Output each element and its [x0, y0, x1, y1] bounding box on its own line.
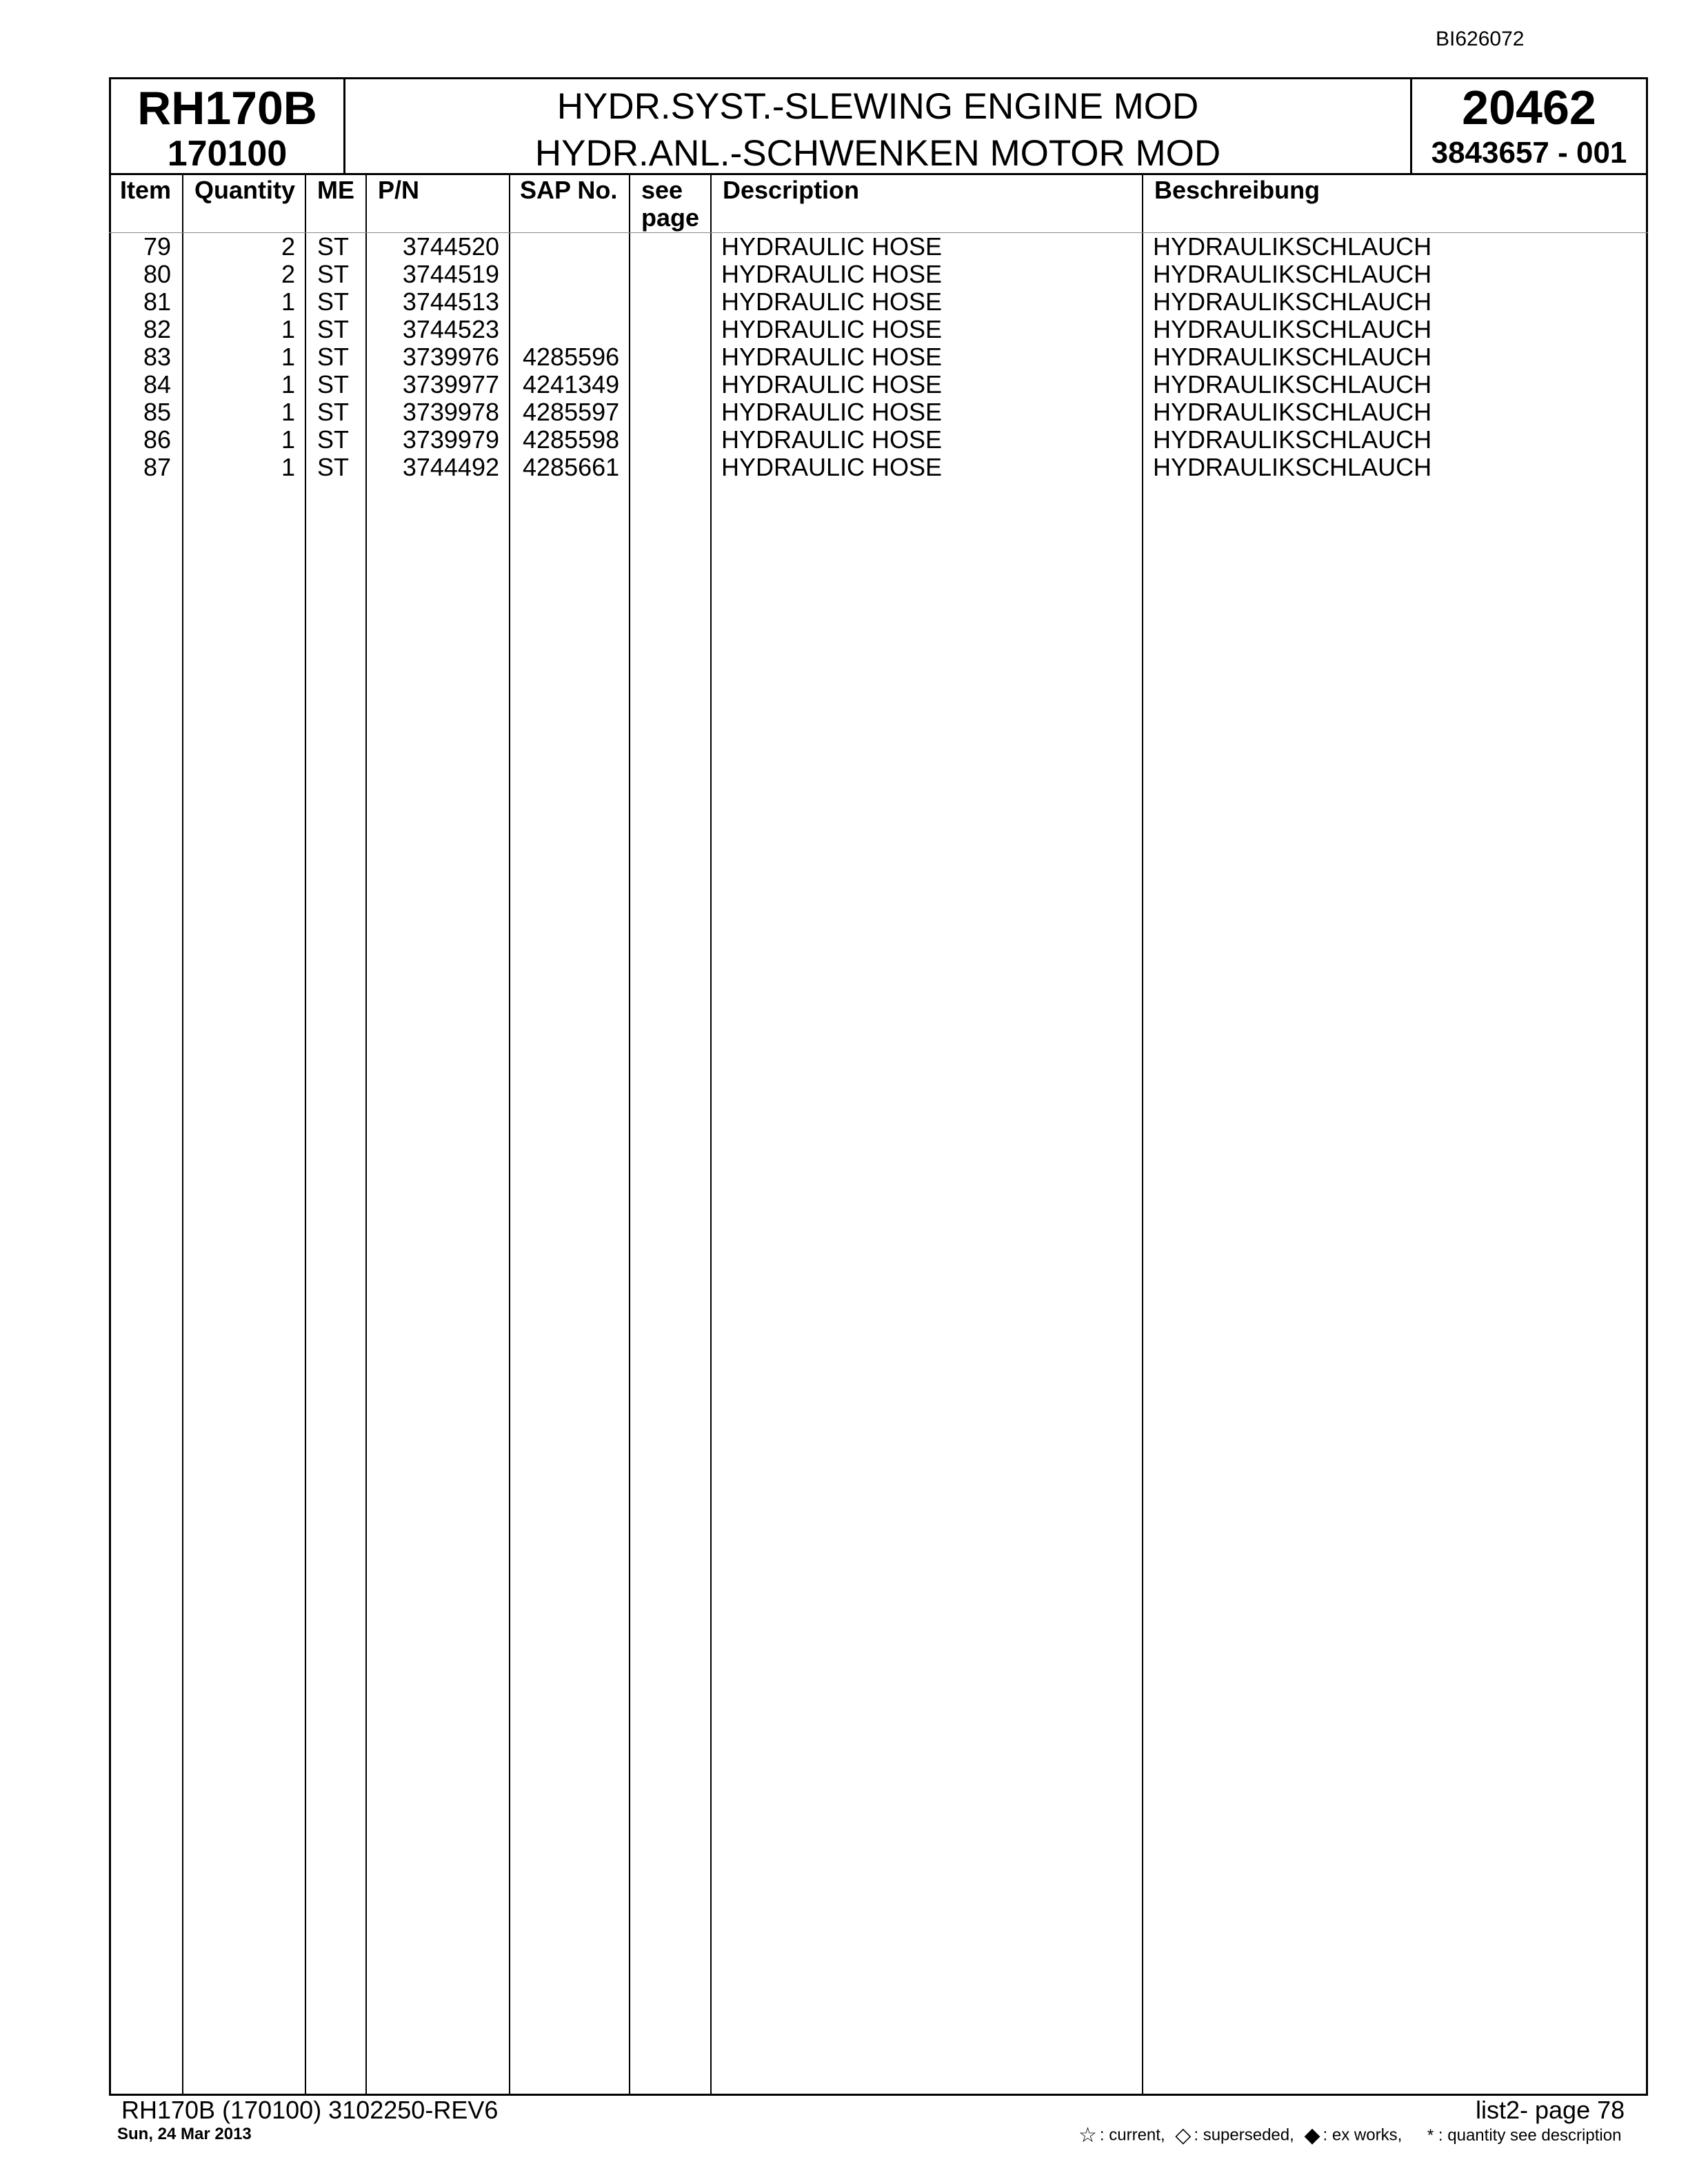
- cell-description: HYDRAULIC HOSE: [721, 287, 943, 316]
- cell-description: HYDRAULIC HOSE: [721, 315, 943, 343]
- title-box: [345, 79, 1410, 173]
- cell-quantity: 2: [281, 260, 295, 288]
- cell-quantity: 2: [281, 232, 295, 261]
- cell-item: 87: [143, 453, 171, 481]
- cell-beschreibung: HYDRAULIKSCHLAUCH: [1153, 370, 1432, 398]
- cell-description: HYDRAULIC HOSE: [721, 370, 943, 398]
- column-header-sap: SAP No.: [520, 176, 618, 204]
- legend-ex-works: : ex works,: [1323, 2125, 1403, 2145]
- cell-beschreibung: HYDRAULIKSCHLAUCH: [1153, 453, 1432, 481]
- cell-quantity: 1: [281, 425, 295, 454]
- cell-sap: 4285661: [523, 453, 620, 481]
- cell-description: HYDRAULIC HOSE: [721, 398, 943, 426]
- column-divider: [365, 174, 367, 2096]
- model-box: [111, 79, 345, 173]
- page-header: [109, 77, 1648, 175]
- cell-me: ST: [317, 398, 350, 426]
- cell-sap: 4241349: [523, 370, 620, 398]
- column-header-item: Item: [120, 176, 172, 204]
- cell-quantity: 1: [281, 287, 295, 316]
- cell-beschreibung: HYDRAULIKSCHLAUCH: [1153, 260, 1432, 288]
- column-header-beschreibung: Beschreibung: [1154, 176, 1320, 204]
- cell-beschreibung: HYDRAULIKSCHLAUCH: [1153, 398, 1432, 426]
- model-number: RH170B: [137, 82, 317, 134]
- column-divider: [305, 174, 306, 2096]
- column-header-pn: P/N: [378, 176, 420, 204]
- cell-pn: 3744520: [402, 232, 499, 261]
- cell-me: ST: [317, 425, 350, 454]
- cell-item: 82: [143, 315, 171, 343]
- cell-sap: 4285598: [523, 425, 620, 454]
- cell-sap: 4285597: [523, 398, 620, 426]
- cell-me: ST: [317, 343, 350, 371]
- cell-item: 81: [143, 287, 171, 316]
- column-header-page: page: [641, 203, 700, 232]
- cell-me: ST: [317, 260, 350, 288]
- legend-quantity-note: * : quantity see description: [1427, 2125, 1622, 2145]
- column-divider: [710, 174, 712, 2096]
- footer-page-number: list2- page 78: [1476, 2096, 1625, 2124]
- diamond-filled-icon: ◆: [1304, 2124, 1320, 2147]
- column-divider: [629, 174, 630, 2096]
- cell-pn: 3739978: [402, 398, 499, 426]
- cell-pn: 3744523: [402, 315, 499, 343]
- cell-item: 86: [143, 425, 171, 454]
- cell-pn: 3739977: [402, 370, 499, 398]
- cell-me: ST: [317, 287, 350, 316]
- column-header-see: see: [641, 176, 683, 204]
- cell-beschreibung: HYDRAULIKSCHLAUCH: [1153, 232, 1432, 261]
- cell-me: ST: [317, 370, 350, 398]
- cell-me: ST: [317, 232, 350, 261]
- cell-description: HYDRAULIC HOSE: [721, 260, 943, 288]
- cell-pn: 3739979: [402, 425, 499, 454]
- cell-me: ST: [317, 315, 350, 343]
- cell-item: 83: [143, 343, 171, 371]
- legend-current: : current,: [1099, 2125, 1165, 2145]
- cell-description: HYDRAULIC HOSE: [721, 232, 943, 261]
- cell-quantity: 1: [281, 398, 295, 426]
- cell-me: ST: [317, 453, 350, 481]
- cell-item: 79: [143, 232, 171, 261]
- cell-pn: 3739976: [402, 343, 499, 371]
- cell-pn: 3744513: [402, 287, 499, 316]
- cell-beschreibung: HYDRAULIKSCHLAUCH: [1153, 315, 1432, 343]
- column-divider: [1142, 174, 1143, 2096]
- column-header-me: ME: [317, 176, 354, 204]
- star-outline-icon: ☆: [1078, 2124, 1097, 2147]
- legend-superseded: : superseded,: [1194, 2125, 1294, 2145]
- cell-beschreibung: HYDRAULIKSCHLAUCH: [1153, 343, 1432, 371]
- group-number: 20462: [1462, 81, 1596, 134]
- column-divider: [182, 174, 183, 2096]
- cell-quantity: 1: [281, 315, 295, 343]
- cell-description: HYDRAULIC HOSE: [721, 343, 943, 371]
- title-german: HYDR.ANL.-SCHWENKEN MOTOR MOD: [534, 133, 1221, 174]
- cell-description: HYDRAULIC HOSE: [721, 425, 943, 454]
- footer-legend: [1078, 2123, 1621, 2147]
- cell-description: HYDRAULIC HOSE: [721, 453, 943, 481]
- cell-beschreibung: HYDRAULIKSCHLAUCH: [1153, 425, 1432, 454]
- column-header-quantity: Quantity: [194, 176, 296, 204]
- cell-beschreibung: HYDRAULIKSCHLAUCH: [1153, 287, 1432, 316]
- cell-sap: 4285596: [523, 343, 620, 371]
- title-english: HYDR.SYST.-SLEWING ENGINE MOD: [556, 86, 1199, 127]
- footer-document-id: RH170B (170100) 3102250-REV6: [121, 2096, 499, 2124]
- cell-pn: 3744492: [402, 453, 499, 481]
- cell-quantity: 1: [281, 370, 295, 398]
- document-reference: BI626072: [1436, 28, 1525, 50]
- footer-date: Sun, 24 Mar 2013: [117, 2125, 252, 2143]
- cell-quantity: 1: [281, 343, 295, 371]
- diamond-outline-icon: ◇: [1175, 2124, 1192, 2147]
- cell-item: 80: [143, 260, 171, 288]
- column-divider: [509, 174, 510, 2096]
- drawing-number: 3843657 - 001: [1431, 136, 1627, 170]
- cell-pn: 3744519: [402, 260, 499, 288]
- serial-number: 170100: [167, 134, 288, 174]
- group-box: [1410, 79, 1646, 173]
- cell-item: 84: [143, 370, 171, 398]
- cell-item: 85: [143, 398, 171, 426]
- cell-quantity: 1: [281, 453, 295, 481]
- column-header-description: Description: [723, 176, 860, 204]
